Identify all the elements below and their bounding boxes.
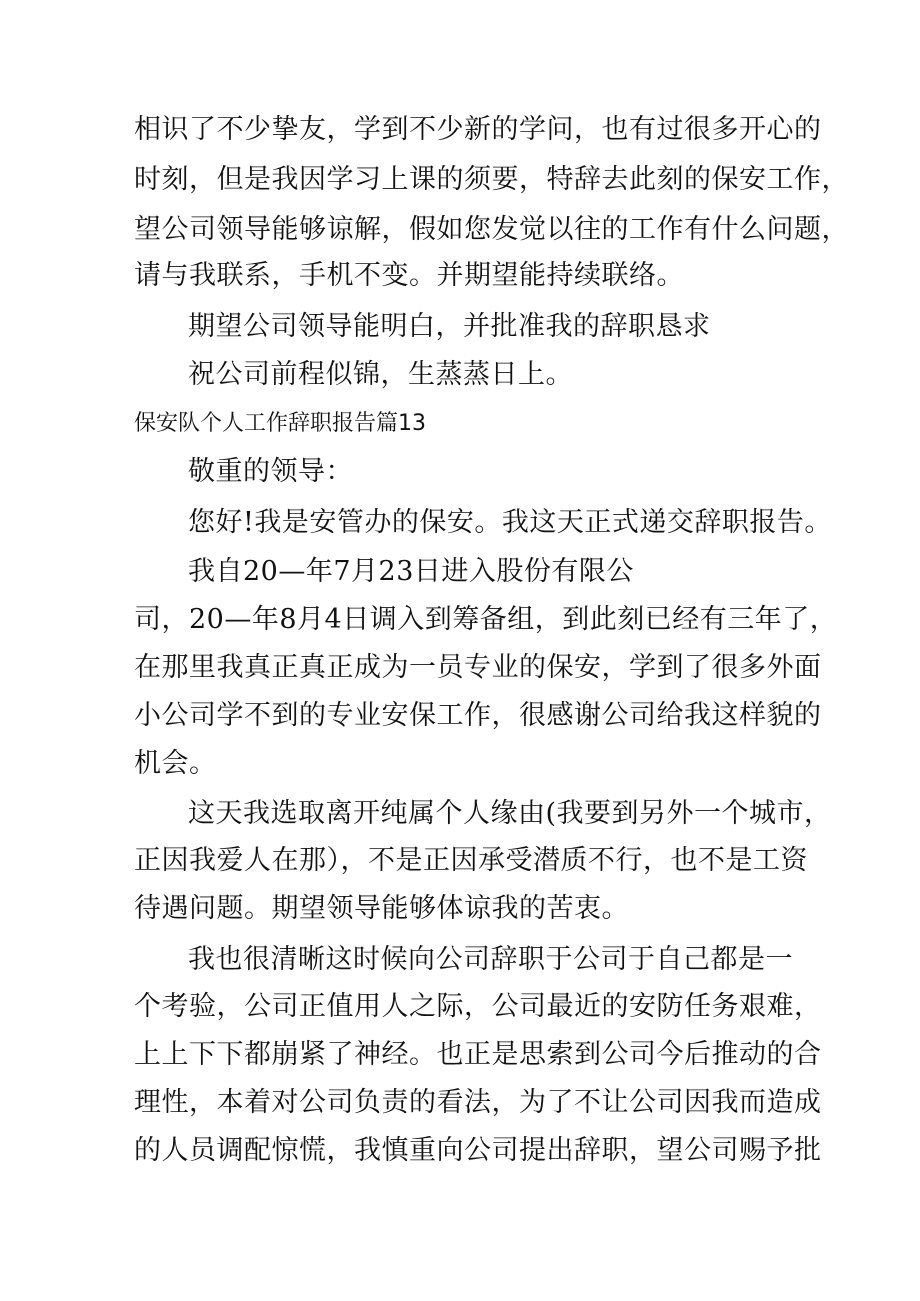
paragraph-line: 我自20—年7月23日进入股份有限公 (188, 556, 634, 587)
paragraph-line: 司，20—年8月4日调入到筹备组，到此刻已经有三年了， (134, 604, 838, 635)
paragraph-line: 时刻，但是我因学习上课的须要，特辞去此刻的保安工作， (134, 164, 849, 195)
section-heading: 保安队个人工作辞职报告篇13 (134, 411, 426, 436)
salutation: 敬重的领导： (188, 456, 353, 487)
paragraph-line: 在那里我真正真正成为一员专业的保安，学到了很多外面 (134, 652, 822, 683)
paragraph-line: 正因我爱人在那），不是正因承受潜质不行，也不是工资 (134, 845, 808, 876)
paragraph-line: 待遇问题。期望领导能够体谅我的苦衷。 (134, 893, 629, 924)
paragraph-line: 个考验，公司正值用人之际，公司最近的安防任务艰难， (134, 991, 822, 1022)
paragraph-line: 理性，本着对公司负责的看法，为了不让公司因我而造成 (134, 1087, 822, 1118)
paragraph-line: 请与我联系，手机不变。并期望能持续联络。 (134, 260, 684, 291)
paragraph-line: 您好!我是安管办的保安。我这天正式递交辞职报告。 (188, 507, 832, 538)
paragraph-line: 上上下下都崩紧了神经。也正是思索到公司今后推动的合 (134, 1039, 822, 1070)
paragraph-line: 期望公司领导能明白，并批准我的辞职恳求 (188, 311, 711, 342)
paragraph-line: 小公司学不到的专业安保工作，很感谢公司给我这样貌的 (134, 700, 822, 731)
paragraph-line: 望公司领导能够谅解，假如您发觉以往的工作有什么问题， (134, 214, 849, 245)
paragraph-line: 这天我选取离开纯属个人缘由(我要到另外一个城市， (188, 798, 832, 829)
paragraph-line: 相识了不少挚友，学到不少新的学问，也有过很多开心的 (134, 114, 822, 145)
paragraph-line: 的人员调配惊慌，我慎重向公司提出辞职，望公司赐予批 (134, 1135, 822, 1166)
paragraph-line: 机会。 (134, 748, 217, 779)
paragraph-line: 我也很清晰这时候向公司辞职于公司于自己都是一 (188, 944, 793, 975)
paragraph-line: 祝公司前程似锦，生蒸蒸日上。 (188, 359, 573, 390)
